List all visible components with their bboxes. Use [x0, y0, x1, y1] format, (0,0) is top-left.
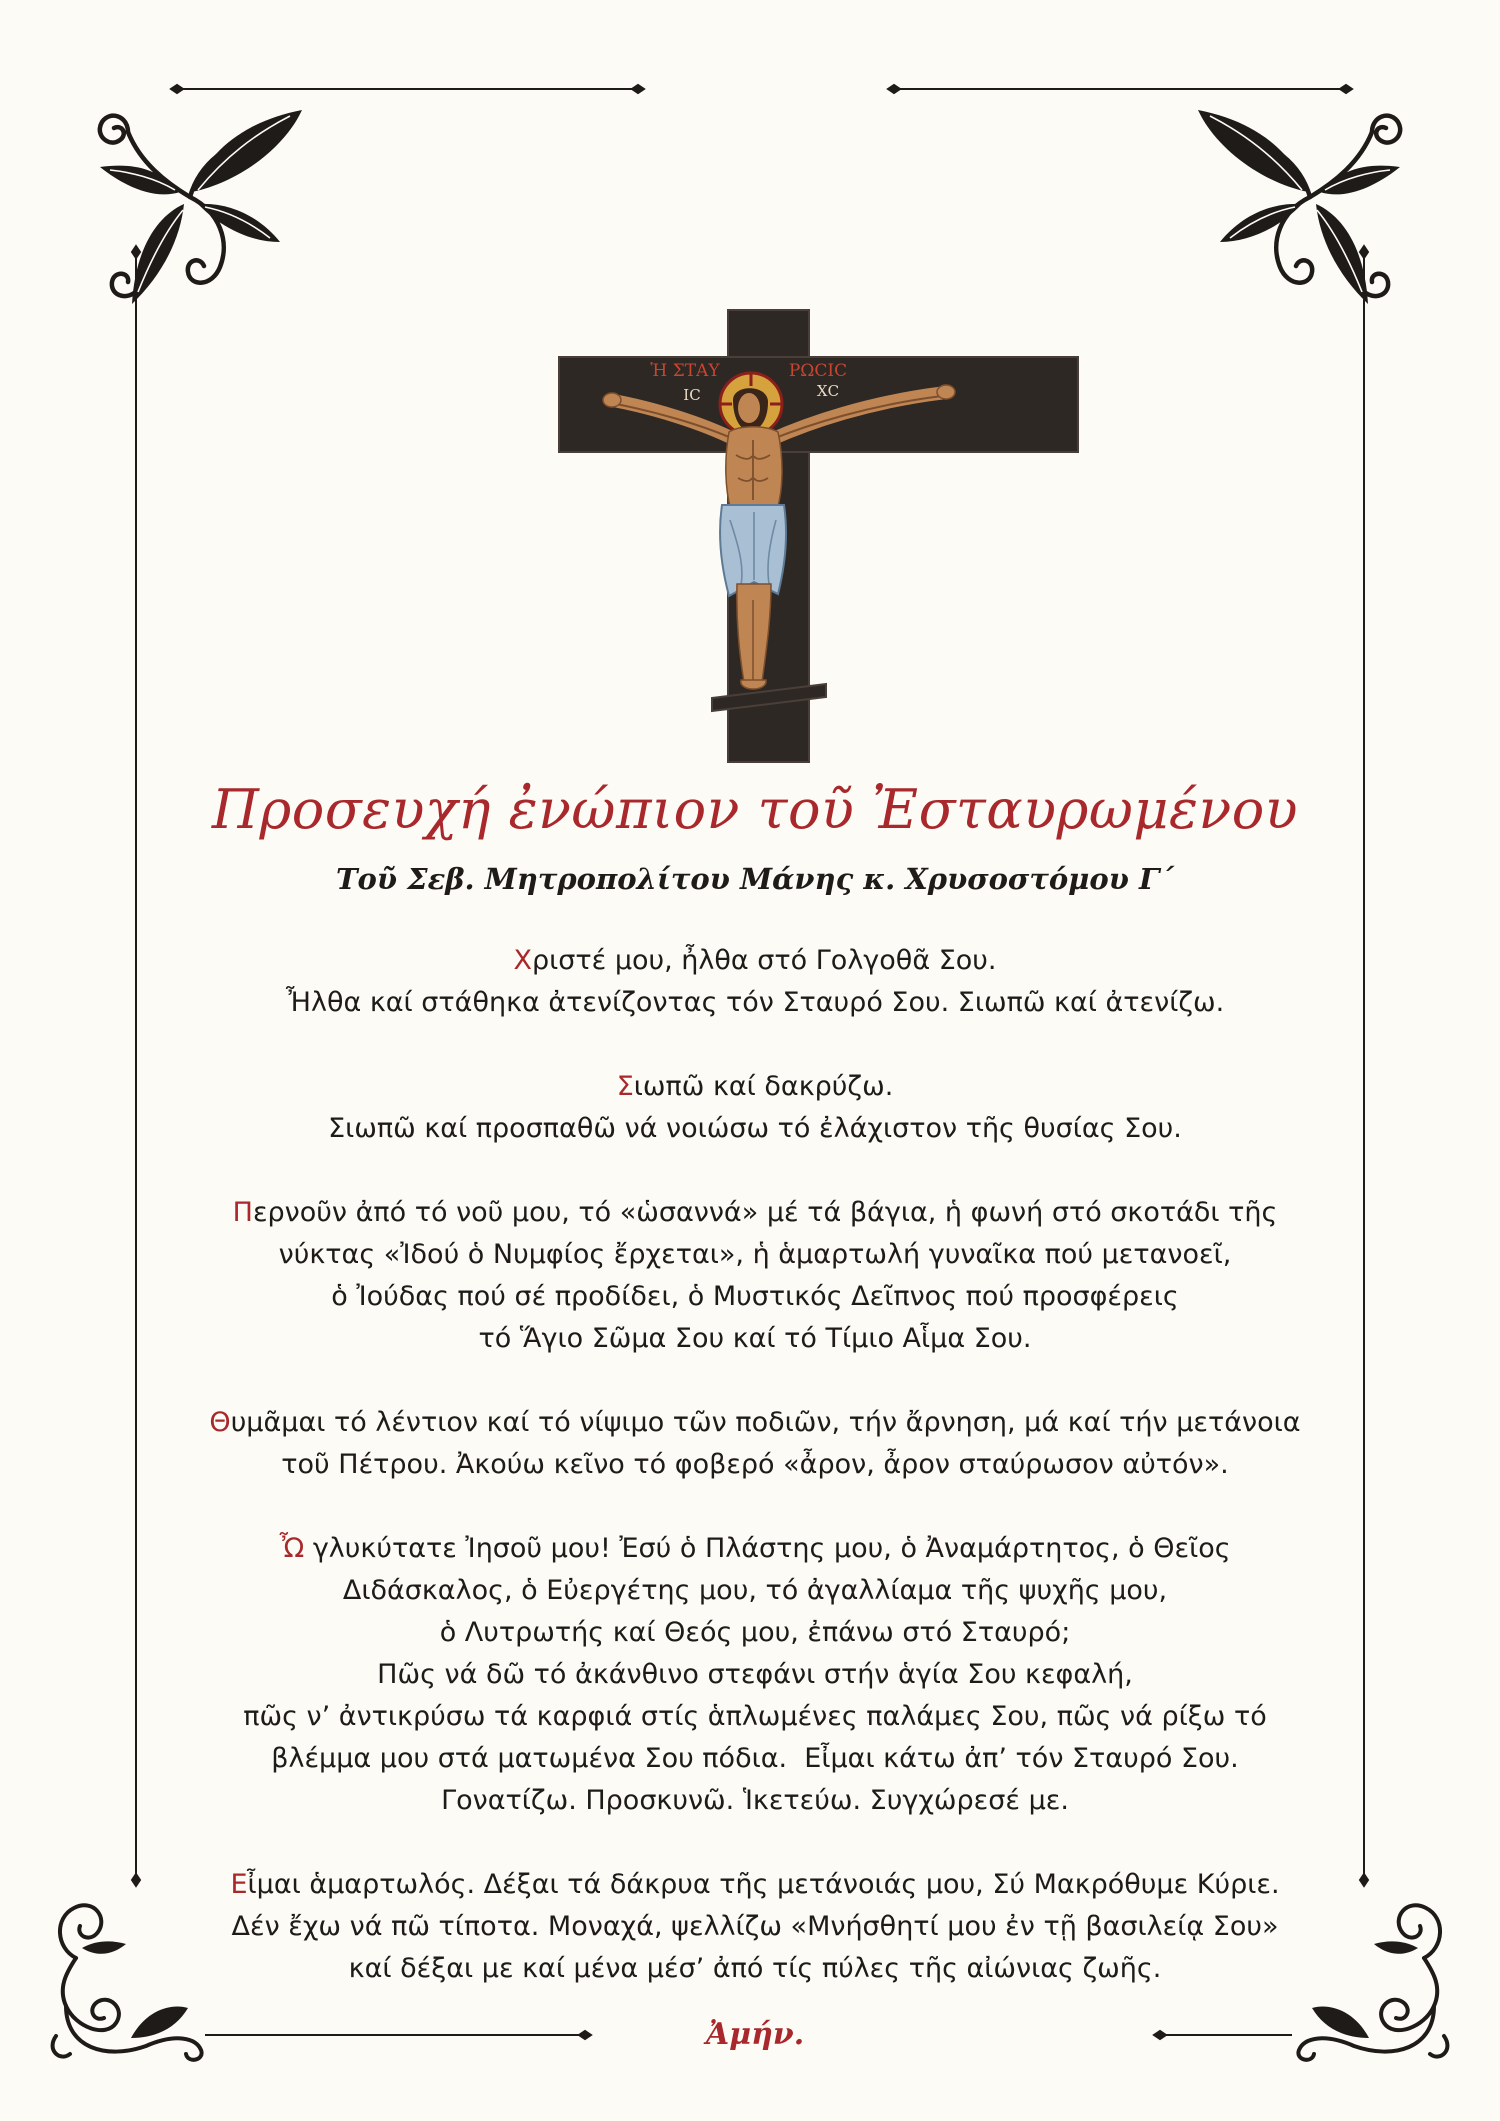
prayer-body [10, 940, 1500, 1990]
amen-closing: Ἀμήν. [705, 2017, 805, 2052]
drop-initial: Ε [230, 1869, 248, 1900]
prayer-line [10, 1696, 1500, 1738]
line-text: Γονατίζω. Προσκυνῶ. Ἱκετεύω. Συγχώρεσέ με. [441, 1785, 1069, 1816]
line-text: Δέν ἔχω νά πῶ τίποτα. Μοναχά, ψελλίζω «Μνήσθητί μου ἐν τῇ βασιλείᾳ Σου» [231, 1911, 1279, 1942]
line-text: υμᾶμαι τό λέντιον καί τό νίψιμο τῶν ποδιῶν, τήν ἄρνηση, μά καί τήν μετάνοια [230, 1407, 1301, 1438]
prayer-line [10, 1402, 1500, 1444]
line-text: τό Ἅγιο Σῶμα Σου καί τό Τίμιο Αἷμα Σου. [478, 1323, 1032, 1354]
corner-ornament-top-right-icon [1190, 92, 1420, 312]
line-text: Διδάσκαλος, ὁ Εὐεργέτης μου, τό ἀγαλλίαμα τῆς ψυχῆς μου, [342, 1575, 1168, 1606]
prayer-line [10, 982, 1500, 1024]
drop-initial: Θ [209, 1407, 231, 1438]
prayer-paragraph [10, 1528, 1500, 1822]
monogram-left: ΙϹ [683, 386, 701, 404]
drop-initial: Π [232, 1197, 253, 1228]
line-text: βλέμμα μου στά ματωμένα Σου πόδια. Εἶμαι κάτω ἀπ’ τόν Σταυρό Σου. [271, 1743, 1239, 1774]
line-text: Σιωπῶ καί προσπαθῶ νά νοιώσω τό ἐλάχιστον τῆς θυσίας Σου. [328, 1113, 1182, 1144]
prayer-paragraph [10, 940, 1500, 1024]
drop-initial: Ὦ [279, 1533, 305, 1564]
monogram-right: ΧϹ [816, 382, 840, 400]
line-text: Ἦλθα καί στάθηκα ἀτενίζοντας τόν Σταυρό Σου. Σιωπῶ καί ἀτενίζω. [285, 987, 1225, 1018]
line-text: ριστέ μου, ἦλθα στό Γολγοθᾶ Σου. [532, 945, 997, 976]
prayer-line [10, 1528, 1500, 1570]
line-text: πῶς ν’ ἀντικρύσω τά καρφιά στίς ἁπλωμένες παλάμες Σου, πῶς νά ρίξω τό [243, 1701, 1267, 1732]
line-text: ερνοῦν ἀπό τό νοῦ μου, τό «ὡσαννά» μέ τά βάγια, ἡ φωνή στό σκοτάδι τῆς [252, 1197, 1278, 1228]
prayer-paragraph [10, 1402, 1500, 1486]
drop-initial: Σ [616, 1071, 634, 1102]
prayer-line [10, 1780, 1500, 1822]
drop-initial: Χ [513, 945, 532, 976]
line-text: ὁ Ἰούδας πού σέ προδίδει, ὁ Μυστικός Δεῖπνος πού προσφέρεις [331, 1281, 1179, 1312]
author-subtitle: Τοῦ Σεβ. Μητροπολίτου Μάνης κ. Χρυσοστόμου Γ΄ [335, 862, 1175, 896]
prayer-line [10, 1234, 1500, 1276]
line-text: ὁ Λυτρωτής καί Θεός μου, ἐπάνω στό Σταυρό; [439, 1617, 1071, 1648]
prayer-line [10, 1066, 1500, 1108]
line-text: καί δέξαι με καί μένα μέσ’ ἀπό τίς πύλες τῆς αἰώνιας ζωῆς. [348, 1953, 1162, 1984]
prayer-line [10, 1570, 1500, 1612]
prayer-line [10, 1654, 1500, 1696]
prayer-line [10, 1192, 1500, 1234]
cross-inscription-right: ΡΩϹΙϹ [788, 361, 848, 381]
loincloth [720, 505, 786, 596]
prayer-line [10, 1948, 1500, 1990]
line-text: ἶμαι ἁμαρτωλός. Δέξαι τά δάκρυα τῆς μετάνοιάς μου, Σύ Μακρόθυμε Κύριε. [247, 1869, 1280, 1900]
line-text: γλυκύτατε Ἰησοῦ μου! Ἐσύ ὁ Πλάστης μου, ὁ Ἀναμάρτητος, ὁ Θεῖος [304, 1533, 1231, 1564]
prayer-title: Προσευχή ἐνώπιον τοῦ Ἐσταυρωμένου [211, 778, 1299, 841]
prayer-line [10, 1612, 1500, 1654]
prayer-line [10, 1318, 1500, 1360]
cross-inscription-left: Ἡ ΣΤΑΥ [650, 361, 720, 381]
corner-ornament-top-left-icon [80, 92, 310, 312]
prayer-line [10, 1906, 1500, 1948]
prayer-paragraph [10, 1192, 1500, 1360]
line-text: νύκτας «Ἰδού ὁ Νυμφίος ἔρχεται», ἡ ἁμαρτωλή γυναῖκα πού μετανοεῖ, [278, 1239, 1232, 1270]
line-text: ιωπῶ καί δακρύζω. [633, 1071, 894, 1102]
line-text: τοῦ Πέτρου. Ἀκούω κεῖνο τό φοβερό «ἆρον, ἆρον σταύρωσον αὐτόν». [281, 1449, 1229, 1480]
prayer-line [10, 1864, 1500, 1906]
prayer-paragraph [10, 1066, 1500, 1150]
line-text: Πῶς νά δῶ τό ἀκάνθινο στεφάνι στήν ἁγία Σου κεφαλή, [377, 1659, 1133, 1690]
prayer-paragraph [10, 1864, 1500, 1990]
prayer-line [10, 1276, 1500, 1318]
prayer-line [10, 1108, 1500, 1150]
prayer-line [10, 1444, 1500, 1486]
prayer-line [10, 1738, 1500, 1780]
prayer-line [10, 940, 1500, 982]
crucifix-icon [540, 300, 1100, 780]
